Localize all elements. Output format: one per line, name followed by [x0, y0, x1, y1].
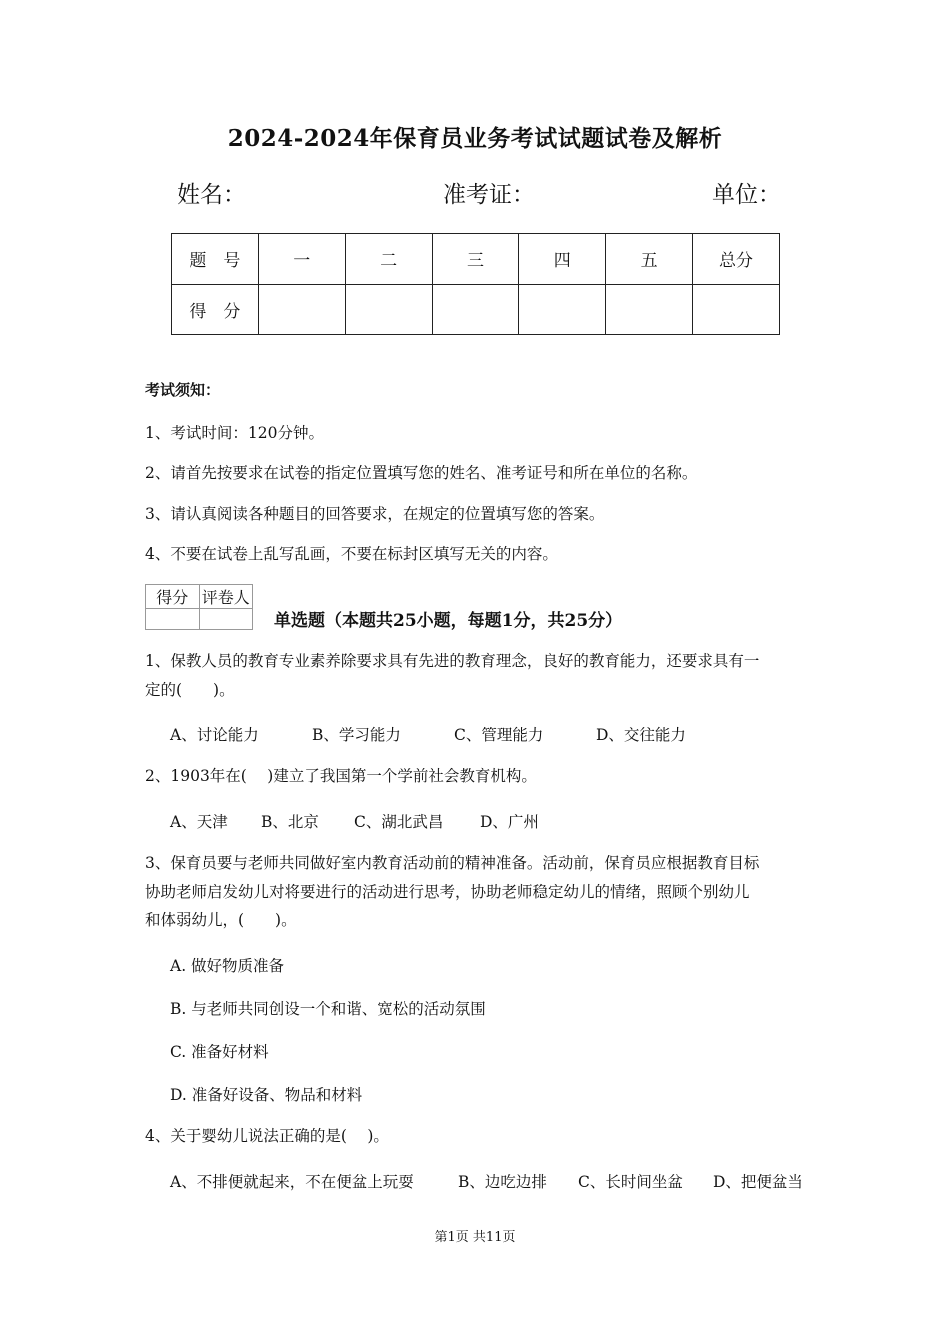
question-3-option-c[interactable]: C. 准备好材料: [170, 1043, 269, 1061]
grader-name-label: 评卷人: [199, 585, 253, 609]
page-title: 2024-2024年保育员业务考试试题试卷及解析: [227, 125, 723, 152]
score-cell[interactable]: [258, 284, 345, 335]
question-1-line-1: 1、保教人员的教育专业素养除要求具有先进的教育理念，良好的教育能力，还要求具有一: [145, 652, 760, 670]
score-header-cell: 四: [519, 234, 606, 285]
score-table-header-row: [172, 234, 780, 285]
notice-item: 1、考试时间：120分钟。: [145, 424, 324, 442]
question-4-option-a[interactable]: A、不排便就起来，不在便盆上玩耍: [170, 1173, 414, 1191]
question-3-option-d[interactable]: D. 准备好设备、物品和材料: [170, 1086, 363, 1104]
question-1-option-c[interactable]: C、管理能力: [454, 726, 544, 744]
score-header-cell: 三: [432, 234, 519, 285]
score-cell[interactable]: [606, 284, 693, 335]
question-2-text: 2、1903年在( )建立了我国第一个学前社会教育机构。: [145, 767, 537, 785]
score-cell[interactable]: [345, 284, 432, 335]
question-4-option-c[interactable]: C、长时间坐盆: [578, 1173, 683, 1191]
score-header-cell: 总分: [693, 234, 780, 285]
name-label: 姓名：: [177, 182, 246, 208]
question-3-option-a[interactable]: A. 做好物质准备: [170, 957, 285, 975]
score-header-cell: 一: [258, 234, 345, 285]
question-2-option-b[interactable]: B、北京: [261, 813, 319, 831]
question-3-line-2: 协助老师启发幼儿对将要进行的活动进行思考，协助老师稳定幼儿的情绪，照顾个别幼儿: [145, 883, 750, 901]
score-cell[interactable]: [519, 284, 606, 335]
question-1-option-a[interactable]: A、讨论能力: [170, 726, 259, 744]
question-4-text: 4、关于婴幼儿说法正确的是( )。: [145, 1127, 389, 1145]
question-3-line-1: 3、保育员要与老师共同做好室内教育活动前的精神准备。活动前，保育员应根据教育目标: [145, 854, 760, 872]
question-1-line-2: 定的( )。: [145, 681, 235, 699]
notice-item: 4、不要在试卷上乱写乱画，不要在标封区填写无关的内容。: [145, 545, 558, 563]
exam-id-label: 准考证：: [443, 182, 535, 208]
notice-item: 3、请认真阅读各种题目的回答要求，在规定的位置填写您的答案。: [145, 505, 605, 523]
question-4-option-d[interactable]: D、把便盆当: [713, 1173, 803, 1191]
question-1-option-d[interactable]: D、交往能力: [596, 726, 686, 744]
score-row-label: 得 分: [172, 284, 259, 335]
page-footer: 第1页 共11页: [434, 1230, 516, 1245]
grader-score-cell[interactable]: [146, 609, 200, 630]
question-3-option-b[interactable]: B. 与老师共同创设一个和谐、宽松的活动氛围: [170, 1000, 486, 1018]
score-cell[interactable]: [432, 284, 519, 335]
score-header-cell: 五: [606, 234, 693, 285]
notice-title: 考试须知：: [145, 381, 221, 399]
question-2-option-a[interactable]: A、天津: [170, 813, 228, 831]
score-header-cell: 题 号: [172, 234, 259, 285]
question-4-option-b[interactable]: B、边吃边排: [458, 1173, 547, 1191]
score-cell[interactable]: [693, 284, 780, 335]
grader-score-label: 得分: [146, 585, 200, 609]
score-header-cell: 二: [345, 234, 432, 285]
grader-name-cell[interactable]: [199, 609, 253, 630]
grader-box: [145, 584, 253, 630]
unit-label: 单位：: [712, 182, 781, 208]
notice-item: 2、请首先按要求在试卷的指定位置填写您的姓名、准考证号和所在单位的名称。: [145, 464, 698, 482]
score-table-score-row: [172, 284, 780, 335]
section-title: 单选题（本题共25小题，每题1分，共25分）: [274, 611, 623, 631]
question-2-option-c[interactable]: C、湖北武昌: [354, 813, 444, 831]
score-table: [171, 233, 780, 335]
question-3-line-3: 和体弱幼儿，( )。: [145, 911, 297, 929]
question-1-option-b[interactable]: B、学习能力: [312, 726, 401, 744]
question-2-option-d[interactable]: D、广州: [480, 813, 539, 831]
